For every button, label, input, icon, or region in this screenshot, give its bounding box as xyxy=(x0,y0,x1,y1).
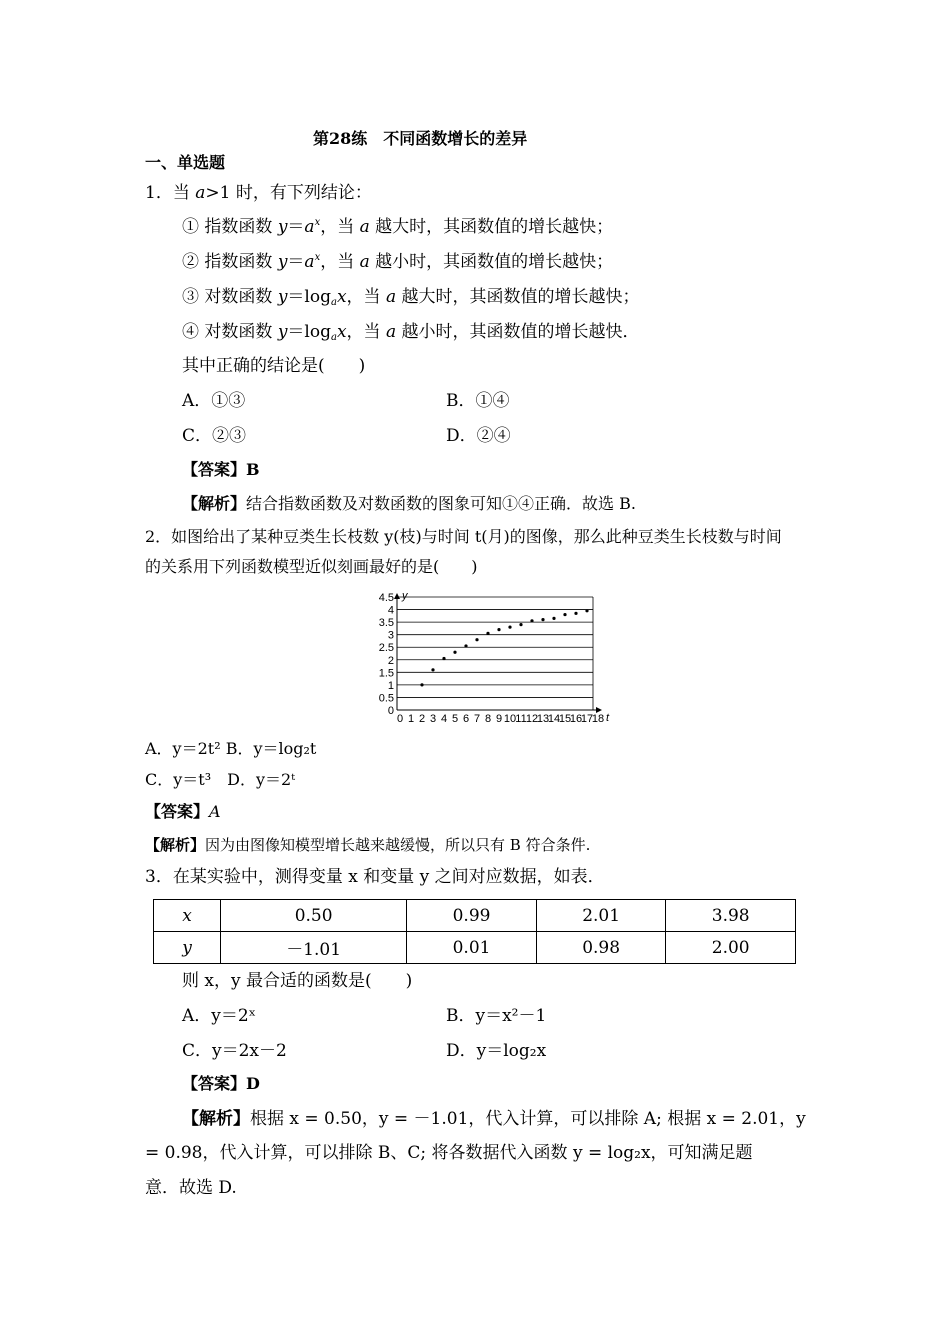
y-tick-label: 1.5 xyxy=(378,667,394,680)
q3-option-c: C．y＝2x－2 xyxy=(182,1041,287,1061)
y-tick-label: 2.5 xyxy=(378,642,394,655)
q3-option-a: A．y＝2ˣ xyxy=(182,1006,256,1026)
data-point xyxy=(486,632,489,635)
y-tick-label: 0.5 xyxy=(378,692,394,705)
y-axis-arrow xyxy=(394,593,400,599)
table-cell: 2.00 xyxy=(666,932,796,964)
q2-stem-line1: 2．如图给出了某种豆类生长枝数 y(枝)与时间 t(月)的图像，那么此种豆类生长枝数与时间 xyxy=(145,527,782,546)
q1-statement-3: ③ 对数函数 $y=\log_ax$，当 a 越大时，其函数值的增长越快； xyxy=(182,287,640,308)
x-tick-label: 15 xyxy=(558,713,572,725)
x-tick-label: 4 xyxy=(440,713,448,725)
q3-option-d: D．y＝log₂x xyxy=(446,1041,547,1061)
q1-analysis: 【解析】结合指数函数及对数函数的图象可知①④正确．故选 B. xyxy=(182,494,636,513)
x-tick-label: 14 xyxy=(547,713,561,725)
y-tick-label: 1 xyxy=(387,679,394,692)
data-point xyxy=(585,609,588,612)
y-tick-label: 4 xyxy=(387,604,394,617)
q2-stem-line2: 的关系用下列函数模型近似刻画最好的是( ) xyxy=(145,557,478,576)
data-point xyxy=(464,644,467,647)
q3-stem: 3．在某实验中，测得变量 x 和变量 y 之间对应数据，如表． xyxy=(145,867,605,887)
q1-option-a: A．①③ xyxy=(182,391,246,411)
x-tick-label: 11 xyxy=(515,713,527,725)
q2-options-row1: A．y＝2t² B．y＝log₂t xyxy=(145,739,317,758)
x-tick-label: 2 xyxy=(418,713,426,725)
q3-ask: 则 x，y 最合适的函数是( ) xyxy=(182,971,413,991)
table-cell: y xyxy=(154,932,221,964)
table-cell: 0.98 xyxy=(536,932,666,964)
growth-scatter-chart xyxy=(355,588,617,728)
x-tick-label: 8 xyxy=(484,713,492,725)
x-tick-label: 7 xyxy=(473,713,481,725)
x-tick-label: 18 xyxy=(591,713,605,725)
table-cell: 2.01 xyxy=(536,900,666,932)
q1-statement-2: ② 指数函数 $y=a^x$，当 a 越小时，其函数值的增长越快； xyxy=(182,252,614,272)
section-heading: 一、单选题 xyxy=(145,153,226,172)
q3-option-b: B．y＝x²－1 xyxy=(446,1006,547,1026)
x-tick-label: 10 xyxy=(503,713,517,725)
table-cell: 0.99 xyxy=(407,900,537,932)
table-cell: 0.01 xyxy=(407,932,537,964)
q1-answer: 【答案】B xyxy=(182,460,260,479)
table-cell: 0.50 xyxy=(221,900,407,932)
table-row-x xyxy=(154,900,796,932)
q1-statement-4: ④ 对数函数 $y=\log_ax$，当 a 越小时，其函数值的增长越快． xyxy=(182,322,640,343)
q1-stem: 1．当 a>1 时，有下列结论： xyxy=(145,183,372,203)
q1-option-b: B．①④ xyxy=(446,391,510,411)
q3-analysis-line2: = 0.98，代入计算，可以排除 B、C; 将各数据代入函数 y = log₂x，可知满足题 xyxy=(145,1143,753,1163)
x-tick-label: 16 xyxy=(569,713,583,725)
x-axis-label: t xyxy=(606,712,610,724)
q2-answer: 【答案】A xyxy=(145,802,221,821)
y-tick-label: 3 xyxy=(387,629,394,642)
q2-options-row2: C．y＝t³ D．y＝2ᵗ xyxy=(145,770,296,789)
q1-option-d: D．②④ xyxy=(446,426,511,446)
data-point xyxy=(552,617,555,620)
q3-analysis-line1: 【解析】根据 x = 0.50，y = －1.01，代入计算，可以排除 A; 根据 x = 2.01，y xyxy=(182,1109,806,1129)
data-point xyxy=(574,612,577,615)
data-point xyxy=(475,638,478,641)
q2-analysis: 【解析】因为由图像知模型增长越来越缓慢，所以只有 B 符合条件. xyxy=(145,836,591,854)
data-point xyxy=(508,626,511,629)
table-row-y xyxy=(154,932,796,964)
x-tick-label: 6 xyxy=(462,713,470,725)
q3-answer: 【答案】D xyxy=(182,1074,260,1093)
table-cell: x xyxy=(154,900,221,932)
q1-statement-1: ① 指数函数 $y=a^x$，当 a 越大时，其函数值的增长越快； xyxy=(182,217,614,237)
x-tick-label: 0 xyxy=(396,713,404,725)
data-point xyxy=(431,668,434,671)
x-tick-label: 13 xyxy=(536,713,550,725)
x-tick-label: 9 xyxy=(495,713,503,725)
x-tick-label: 3 xyxy=(429,713,437,725)
q3-analysis-line3: 意．故选 D. xyxy=(145,1178,237,1198)
y-tick-label: 2 xyxy=(387,654,394,667)
y-tick-label: 0 xyxy=(387,705,394,717)
x-tick-label: 12 xyxy=(525,713,539,725)
x-tick-label: 17 xyxy=(580,713,594,725)
data-point xyxy=(541,618,544,621)
data-point xyxy=(530,619,533,622)
data-point xyxy=(563,613,566,616)
q1-ask: 其中正确的结论是( ) xyxy=(182,356,366,376)
data-point xyxy=(453,651,456,654)
data-table xyxy=(153,899,796,964)
data-point xyxy=(420,683,423,686)
q1-option-c: C．②③ xyxy=(182,426,247,446)
table-cell: 3.98 xyxy=(666,900,796,932)
y-tick-label: 3.5 xyxy=(378,617,394,630)
data-point xyxy=(442,657,445,660)
data-point xyxy=(497,628,500,631)
page-title: 第28练 不同函数增长的差异 xyxy=(313,129,528,148)
x-tick-label: 1 xyxy=(407,713,415,725)
y-axis-label: y xyxy=(402,590,408,602)
y-tick-label: 4.5 xyxy=(378,592,394,604)
data-point xyxy=(519,623,522,626)
x-tick-label: 5 xyxy=(451,713,459,725)
table-cell: －1.01 xyxy=(221,932,407,964)
